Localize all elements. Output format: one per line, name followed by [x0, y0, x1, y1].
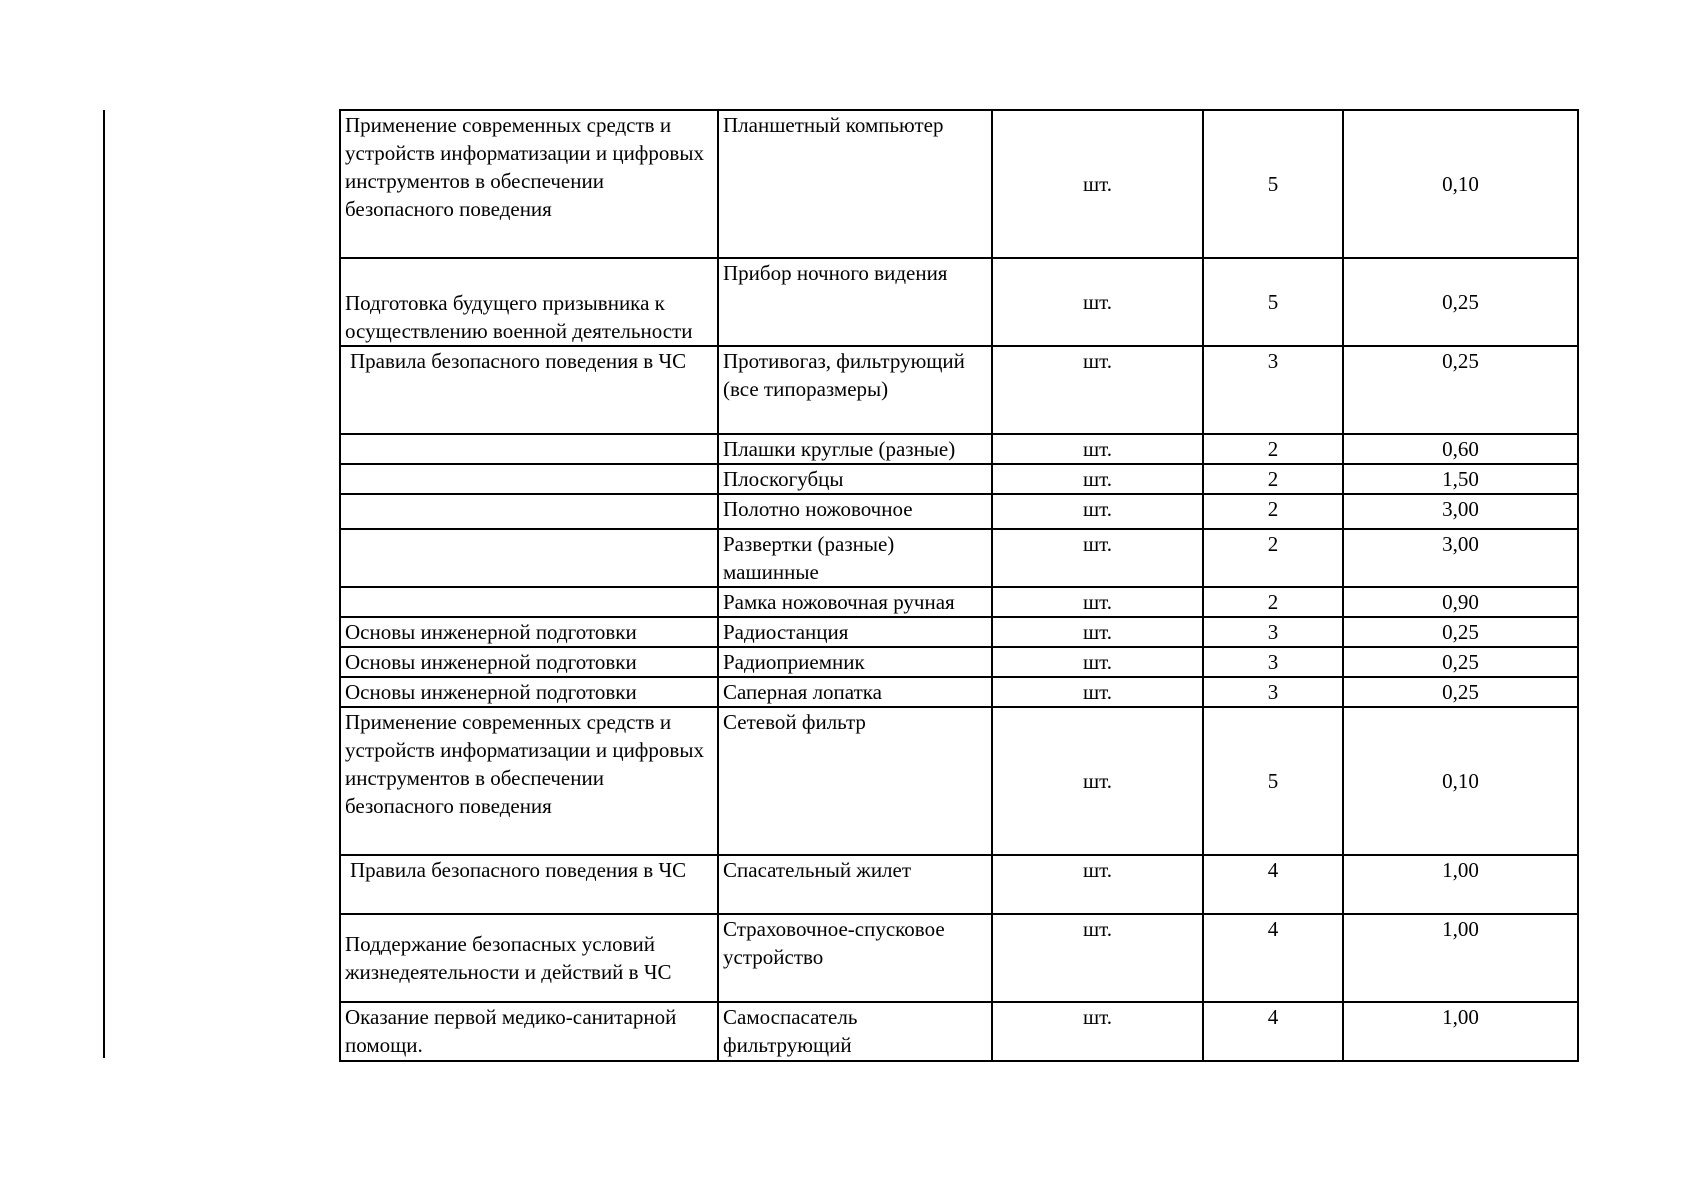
table-row: [340, 677, 1578, 707]
value-cell: 0,10: [1343, 707, 1578, 855]
table-row: [340, 647, 1578, 677]
topic-cell: [340, 494, 718, 529]
table-row: [340, 110, 1578, 258]
item-cell: Рамка ножовочная ручная: [718, 587, 992, 617]
unit-cell: шт.: [992, 529, 1203, 587]
qty-cell: 3: [1203, 677, 1343, 707]
topic-cell: [340, 434, 718, 464]
item-cell: Плоскогубцы: [718, 464, 992, 494]
value-cell: 0,90: [1343, 587, 1578, 617]
topic-cell: [340, 529, 718, 587]
item-cell: Развертки (разные) машинные: [718, 529, 992, 587]
table-row: [340, 529, 1578, 587]
item-cell: Противогаз, фильтрующий (все типоразмеры): [718, 346, 992, 434]
topic-cell: Оказание первой медико-санитарной помощи.: [340, 1002, 718, 1061]
unit-cell: шт.: [992, 494, 1203, 529]
item-cell: Планшетный компьютер: [718, 110, 992, 258]
table-row: [340, 346, 1578, 434]
qty-cell: 4: [1203, 1002, 1343, 1061]
qty-cell: 2: [1203, 494, 1343, 529]
qty-cell: 2: [1203, 529, 1343, 587]
table-row: [340, 855, 1578, 914]
value-cell: 0,25: [1343, 258, 1578, 346]
value-cell: 3,00: [1343, 529, 1578, 587]
qty-cell: 4: [1203, 855, 1343, 914]
value-cell: 0,25: [1343, 617, 1578, 647]
table-row: [340, 434, 1578, 464]
topic-cell: Основы инженерной подготовки: [340, 617, 718, 647]
topic-cell: [340, 464, 718, 494]
item-cell: Сетевой фильтр: [718, 707, 992, 855]
item-cell: Саперная лопатка: [718, 677, 992, 707]
qty-cell: 3: [1203, 617, 1343, 647]
qty-cell: 5: [1203, 707, 1343, 855]
table-row: [340, 258, 1578, 346]
topic-cell: Основы инженерной подготовки: [340, 677, 718, 707]
unit-cell: шт.: [992, 914, 1203, 1002]
item-cell: Плашки круглые (разные): [718, 434, 992, 464]
topic-cell: Применение современных средств и устройств информатизации и цифровых инструментов в обеспечении безопасного поведения: [340, 707, 718, 855]
unit-cell: шт.: [992, 110, 1203, 258]
value-cell: 1,50: [1343, 464, 1578, 494]
value-cell: 0,25: [1343, 346, 1578, 434]
item-cell: Полотно ножовочное: [718, 494, 992, 529]
topic-cell: Основы инженерной подготовки: [340, 647, 718, 677]
item-cell: Прибор ночного видения: [718, 258, 992, 346]
unit-cell: шт.: [992, 855, 1203, 914]
topic-cell: Правила безопасного поведения в ЧС: [340, 855, 718, 914]
qty-cell: 2: [1203, 587, 1343, 617]
unit-cell: шт.: [992, 464, 1203, 494]
value-cell: 3,00: [1343, 494, 1578, 529]
value-cell: 0,10: [1343, 110, 1578, 258]
item-cell: Радиостанция: [718, 617, 992, 647]
unit-cell: шт.: [992, 677, 1203, 707]
table-row: [340, 587, 1578, 617]
qty-cell: 5: [1203, 258, 1343, 346]
unit-cell: шт.: [992, 1002, 1203, 1061]
value-cell: 1,00: [1343, 914, 1578, 1002]
qty-cell: 5: [1203, 110, 1343, 258]
topic-cell: Правила безопасного поведения в ЧС: [340, 346, 718, 434]
unit-cell: шт.: [992, 434, 1203, 464]
value-cell: 0,25: [1343, 677, 1578, 707]
value-cell: 1,00: [1343, 1002, 1578, 1061]
unit-cell: шт.: [992, 707, 1203, 855]
table-row: [340, 914, 1578, 1002]
table-row: [340, 707, 1578, 855]
item-cell: Страховочное-спусковое устройство: [718, 914, 992, 1002]
unit-cell: шт.: [992, 258, 1203, 346]
topic-cell: Применение современных средств и устройств информатизации и цифровых инструментов в обеспечении безопасного поведения: [340, 110, 718, 258]
table-row: [340, 494, 1578, 529]
value-cell: 1,00: [1343, 855, 1578, 914]
table-row: [340, 1002, 1578, 1061]
topic-cell: Подготовка будущего призывника к осуществлению военной деятельности: [340, 258, 718, 346]
item-cell: Спасательный жилет: [718, 855, 992, 914]
qty-cell: 3: [1203, 647, 1343, 677]
topic-cell: Поддержание безопасных условий жизнедеятельности и действий в ЧС: [340, 914, 718, 1002]
item-cell: Радиоприемник: [718, 647, 992, 677]
qty-cell: 2: [1203, 464, 1343, 494]
table-row: [340, 464, 1578, 494]
left-margin-line: [103, 110, 105, 1058]
qty-cell: 3: [1203, 346, 1343, 434]
unit-cell: шт.: [992, 587, 1203, 617]
qty-cell: 2: [1203, 434, 1343, 464]
table-row: [340, 617, 1578, 647]
equipment-table: [339, 109, 1579, 1062]
value-cell: 0,25: [1343, 647, 1578, 677]
unit-cell: шт.: [992, 346, 1203, 434]
unit-cell: шт.: [992, 617, 1203, 647]
unit-cell: шт.: [992, 647, 1203, 677]
topic-cell: [340, 587, 718, 617]
qty-cell: 4: [1203, 914, 1343, 1002]
item-cell: Самоспасатель фильтрующий: [718, 1002, 992, 1061]
value-cell: 0,60: [1343, 434, 1578, 464]
